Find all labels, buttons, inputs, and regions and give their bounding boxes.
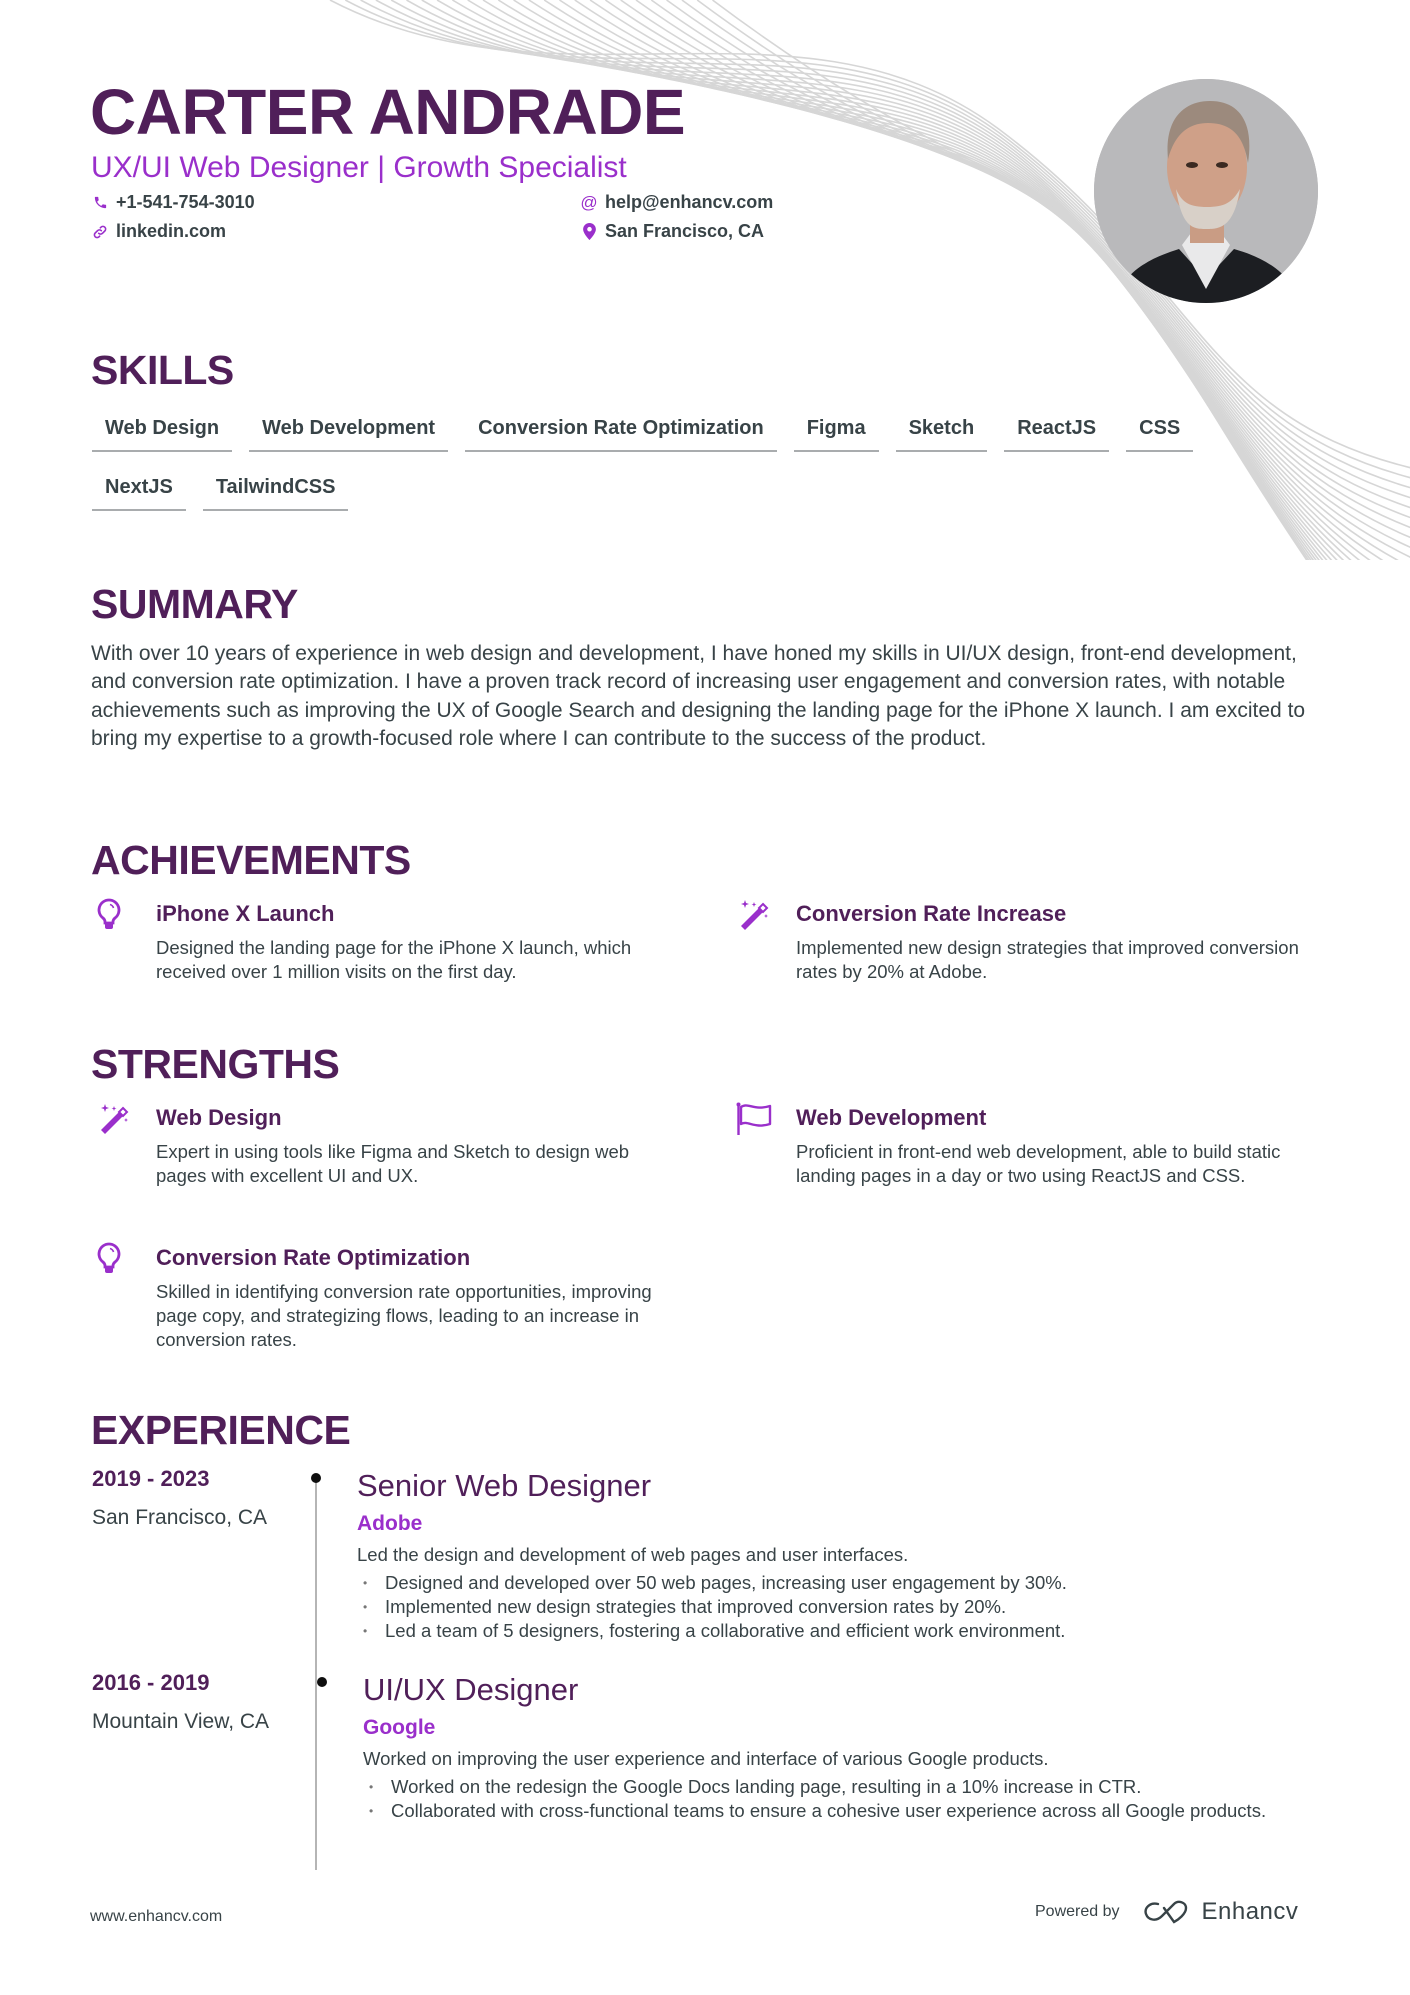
contact-phone <box>92 192 255 213</box>
strength-desc: Expert in using tools like Figma and Sketch to design web pages with excellent UI and UX. <box>156 1141 630 1186</box>
job-description: Led the design and development of web pages and user interfaces. <box>357 1544 909 1565</box>
timeline-dot <box>317 1677 327 1687</box>
brand-name: Enhancv <box>1201 1898 1299 1925</box>
strength-title: Web Design <box>156 1105 282 1130</box>
skill-tag: ReactJS <box>1004 408 1109 452</box>
strength-desc: Proficient in front-end web development, able to build static landing pages in a day or two using ReactJS and CSS. <box>796 1141 1281 1186</box>
summary-text: With over 10 years of experience in web design and development, I have honed my skills in UI/UX design, front-end development, and conversion rate optimization. I have a proven track record of increasing user engagement and conversion rates, with notable achievements such as improving the UX of Google Search and designing the landing page for the iPhone X launch. I am excited to bring my expertise to a growth-focused role where I can contribute to the success of the product. <box>91 642 1306 751</box>
achievement-title: iPhone X Launch <box>156 901 335 926</box>
strength-item <box>736 1102 1336 1212</box>
job-role: UI/UX Designer <box>363 1672 579 1707</box>
achievement-item <box>96 898 696 988</box>
powered-by-label: Powered by <box>1035 1903 1120 1920</box>
avatar <box>1094 79 1318 303</box>
email-address[interactable]: help@enhancv.com <box>605 192 774 212</box>
link-icon <box>92 223 108 241</box>
job-role: Senior Web Designer <box>357 1468 652 1503</box>
skill-tag: Web Development <box>249 408 448 452</box>
summary-heading: SUMMARY <box>91 581 298 627</box>
skills-heading: SKILLS <box>91 347 234 393</box>
achievement-title: Conversion Rate Increase <box>796 901 1067 926</box>
enhancv-logo[interactable] <box>1142 1898 1299 1926</box>
job-bullets <box>357 1571 1257 1643</box>
job-company: Google <box>363 1716 436 1739</box>
magic-wand-icon <box>736 898 772 934</box>
skill-tag: Figma <box>794 408 879 452</box>
footer-branding <box>1035 1898 1298 1926</box>
at-icon: @ <box>580 192 598 212</box>
achievement-desc: Implemented new design strategies that improved conversion rates by 20% at Adobe. <box>796 937 1299 982</box>
location-text: San Francisco, CA <box>605 221 765 241</box>
lightbulb-icon <box>96 1242 132 1278</box>
phone-icon <box>92 194 108 212</box>
map-pin-icon <box>581 223 597 241</box>
timeline-dot <box>311 1473 321 1483</box>
skill-tag: Conversion Rate Optimization <box>465 408 777 452</box>
achievement-desc: Designed the landing page for the iPhone X launch, which received over 1 million visits on the first day. <box>156 937 632 982</box>
skill-tag: CSS <box>1126 408 1193 452</box>
job-description: Worked on improving the user experience and interface of various Google products. <box>363 1748 1049 1769</box>
skill-tag: Web Design <box>92 408 232 452</box>
phone-number[interactable]: +1-541-754-3010 <box>116 192 255 212</box>
job-bullet: • Worked on the redesign the Google Docs landing page, resulting in a 10% increase in CTR. <box>363 1775 1303 1799</box>
job-bullet: • Collaborated with cross-functional teams to ensure a cohesive user experience across all Google products. <box>363 1799 1303 1823</box>
job-bullet: • Designed and developed over 50 web pages, increasing user engagement by 30%. <box>357 1571 1257 1595</box>
skill-tag: NextJS <box>92 467 186 511</box>
job-location: San Francisco, CA <box>92 1506 268 1529</box>
enhancv-logo-icon <box>1142 1900 1190 1924</box>
skills-list <box>92 408 1272 511</box>
flag-icon <box>736 1102 772 1138</box>
strength-title: Conversion Rate Optimization <box>156 1245 471 1270</box>
strength-desc: Skilled in identifying conversion rate opportunities, improving page copy, and strategizing flows, leading to an increase in conversion rates. <box>156 1281 652 1350</box>
skill-tag: Sketch <box>896 408 988 452</box>
timeline-line <box>315 1478 317 1870</box>
achievements-heading: ACHIEVEMENTS <box>91 837 411 883</box>
lightbulb-icon <box>96 898 132 934</box>
candidate-title: UX/UI Web Designer | Growth Specialist <box>91 151 627 184</box>
strengths-heading: STRENGTHS <box>91 1041 340 1087</box>
strength-title: Web Development <box>796 1105 987 1130</box>
experience-heading: EXPERIENCE <box>91 1407 351 1453</box>
strength-item <box>96 1242 696 1352</box>
linkedin-link[interactable]: linkedin.com <box>116 221 227 241</box>
candidate-name: CARTER ANDRADE <box>90 76 686 148</box>
job-dates: 2019 - 2023 <box>92 1466 210 1491</box>
job-bullet: • Implemented new design strategies that improved conversion rates by 20%. <box>357 1595 1257 1619</box>
skill-tag: TailwindCSS <box>203 467 349 511</box>
strength-item <box>96 1102 696 1192</box>
achievement-item <box>736 898 1336 988</box>
job-dates: 2016 - 2019 <box>92 1670 210 1695</box>
job-bullets <box>363 1775 1303 1823</box>
magic-wand-icon <box>96 1102 132 1138</box>
contact-location <box>581 221 764 242</box>
job-company: Adobe <box>357 1512 423 1535</box>
contact-linkedin <box>92 221 226 242</box>
footer-website[interactable]: www.enhancv.com <box>90 1908 223 1925</box>
job-bullet: • Led a team of 5 designers, fostering a collaborative and efficient work environment. <box>357 1619 1257 1643</box>
contact-email <box>581 192 773 213</box>
job-location: Mountain View, CA <box>92 1710 270 1733</box>
